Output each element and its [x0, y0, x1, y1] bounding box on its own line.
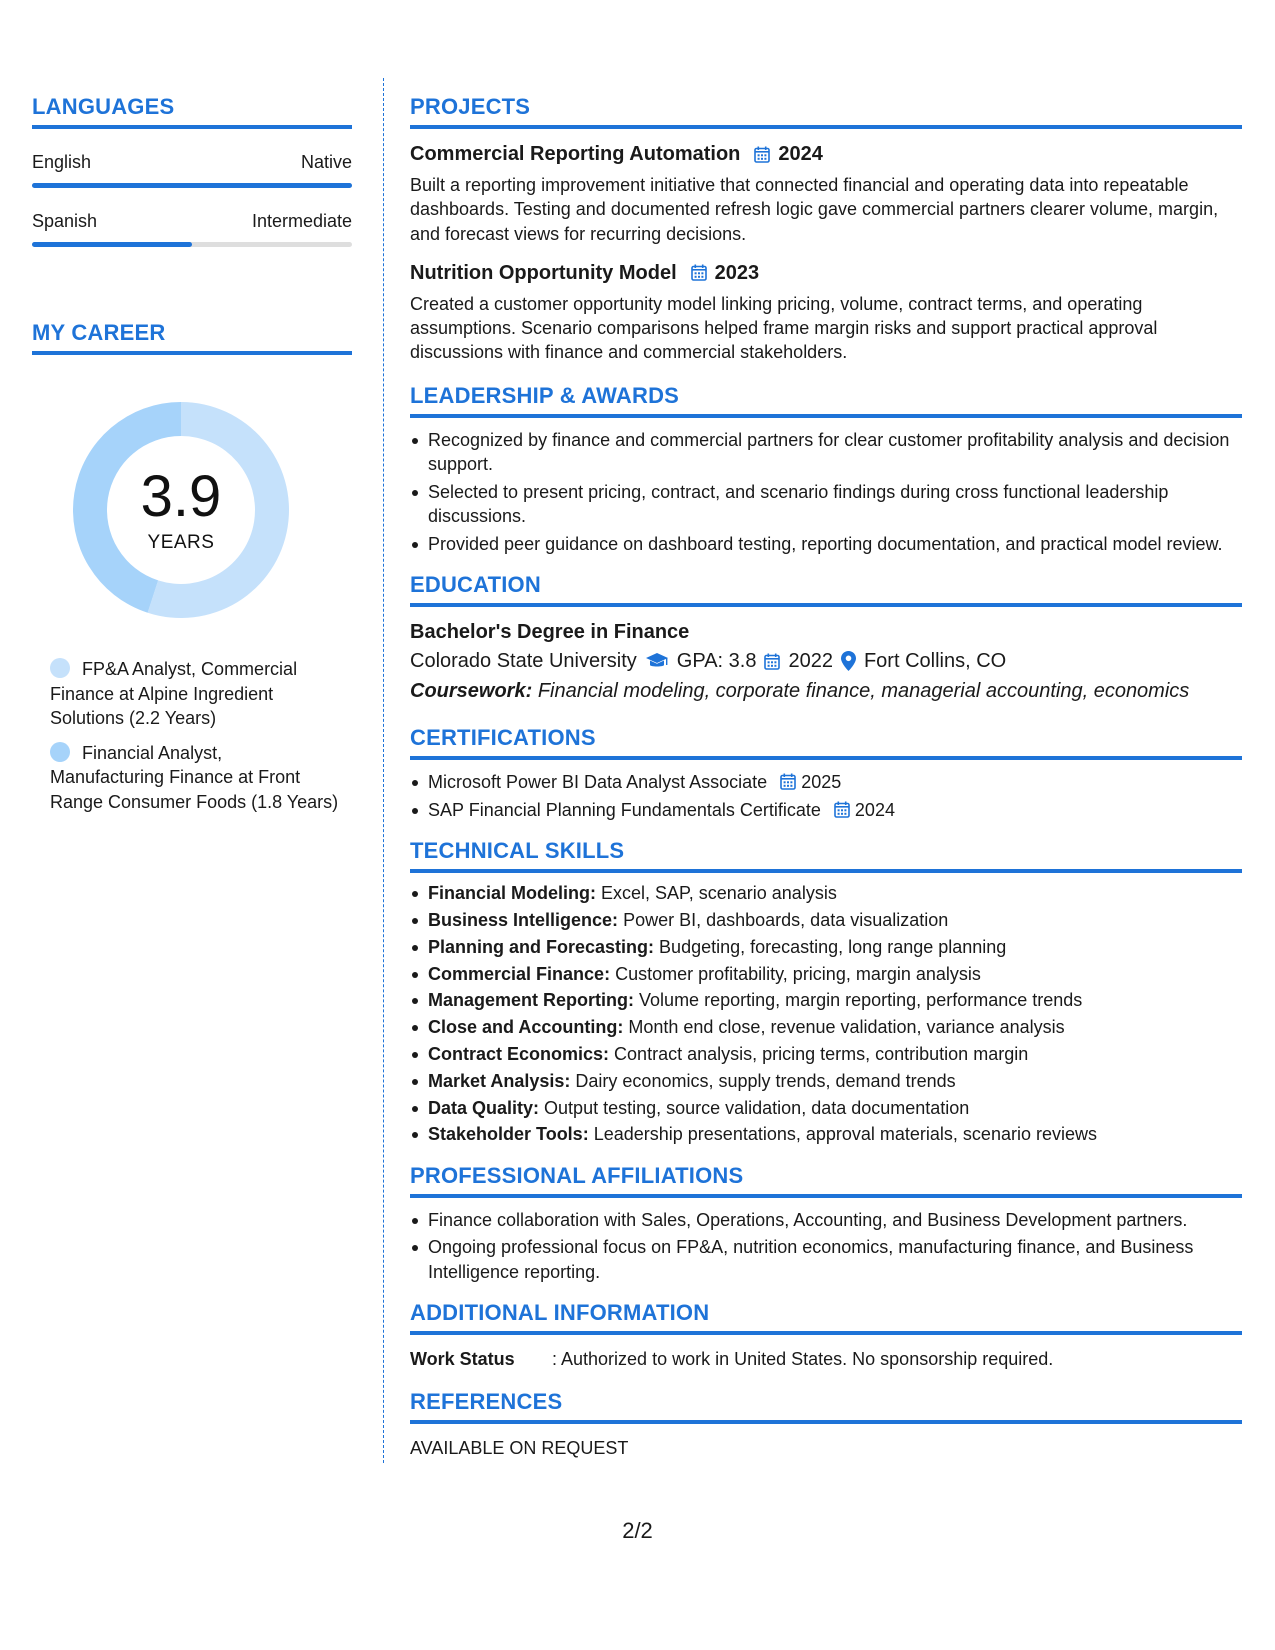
certifications-title: CERTIFICATIONS — [410, 725, 1242, 760]
language-proficiency-fill — [32, 242, 192, 247]
list-item — [410, 988, 1242, 1013]
skill-label: Contract Economics: — [428, 1044, 610, 1065]
degree-title: Bachelor's Degree in Finance — [410, 621, 690, 644]
skill-value: Customer profitability, pricing, margin analysis — [615, 963, 981, 984]
project-year: 2024 — [778, 143, 823, 165]
project-title — [410, 141, 1242, 167]
calendar-icon — [691, 264, 707, 281]
leadership-section — [410, 383, 1242, 557]
legend-dot — [50, 742, 70, 762]
references-section — [410, 1389, 1242, 1460]
certification-name: SAP Financial Planning Fundamentals Certificate — [428, 799, 821, 820]
work-status-label: Work Status — [410, 1349, 515, 1370]
list-item: Recognized by finance and commercial partners for clear customer profitability analysis and decision support. — [410, 428, 1242, 477]
map-pin-icon — [841, 651, 856, 671]
calendar-icon — [780, 773, 796, 790]
career-role-text: FP&A Analyst, Commercial Finance at Alpine Ingredient Solutions (2.2 Years) — [50, 659, 298, 728]
list-item: Selected to present pricing, contract, and scenario findings during cross functional leadership discussions. — [410, 480, 1242, 529]
leadership-title: LEADERSHIP & AWARDS — [410, 383, 1242, 418]
project-title — [410, 260, 1242, 286]
column-divider — [383, 78, 384, 1463]
language-name: English — [32, 152, 92, 172]
calendar-icon — [834, 801, 850, 818]
skill-label: Market Analysis: — [428, 1070, 571, 1091]
list-item — [410, 881, 1242, 906]
coursework-label: Coursework: — [410, 680, 533, 703]
coursework — [410, 677, 1242, 705]
legend-dot — [50, 658, 70, 678]
list-item: Provided peer guidance on dashboard testing, reporting documentation, and practical model review. — [410, 532, 1242, 557]
references-text: AVAILABLE ON REQUEST — [410, 1438, 629, 1459]
references-title: REFERENCES — [410, 1389, 1242, 1424]
skill-label: Stakeholder Tools: — [428, 1124, 589, 1145]
additional-section — [410, 1300, 1242, 1371]
skill-label: Business Intelligence: — [428, 910, 619, 931]
project-description: Built a reporting improvement initiative that connected financial and operating data into repeatable dashboards. Testing and documented refresh logic gave commercial partners clearer volume, margin, and forecast views for recurring decisions. — [410, 175, 1219, 244]
education-title: EDUCATION — [410, 572, 1242, 607]
language-proficiency-fill — [32, 183, 352, 188]
list-item: Finance collaboration with Sales, Operations, Accounting, and Business Development partners. — [410, 1208, 1242, 1233]
skills-list — [410, 881, 1242, 1147]
graduation-year: 2022 — [788, 650, 833, 673]
list-item — [410, 1122, 1242, 1147]
skill-value: Leadership presentations, approval materials, scenario reviews — [593, 1124, 1097, 1145]
certification-year: 2025 — [801, 772, 842, 793]
language-item — [32, 151, 352, 188]
skill-label: Financial Modeling: — [428, 883, 597, 904]
languages-title: LANGUAGES — [32, 94, 352, 129]
gpa: GPA: 3.8 — [676, 650, 757, 673]
certification-name: Microsoft Power BI Data Analyst Associate — [428, 772, 768, 793]
skill-value: Month end close, revenue validation, variance analysis — [628, 1017, 1065, 1038]
career-total-label: YEARS — [147, 532, 215, 553]
additional-title: ADDITIONAL INFORMATION — [410, 1300, 1242, 1335]
career-legend — [50, 657, 340, 814]
list-item — [410, 770, 1242, 795]
work-status-row — [410, 1347, 1242, 1371]
career-donut-chart — [66, 395, 296, 625]
list-item — [410, 1069, 1242, 1094]
career-title: MY CAREER — [32, 320, 352, 355]
career-role-text: Financial Analyst, Manufacturing Finance at Front Range Consumer Foods (1.8 Years) — [50, 742, 339, 812]
projects-section — [410, 94, 1242, 365]
education-section — [410, 572, 1242, 705]
certifications-list — [410, 770, 1242, 822]
skill-label: Management Reporting: — [428, 990, 635, 1011]
right-column — [410, 94, 1242, 1461]
language-level: Native — [300, 152, 352, 172]
project-name: Nutrition Opportunity Model — [410, 261, 677, 284]
affiliations-section — [410, 1163, 1242, 1285]
skill-label: Planning and Forecasting: — [428, 936, 655, 957]
list-item — [410, 908, 1242, 933]
skill-value: Dairy economics, supply trends, demand trends — [575, 1070, 956, 1091]
project-description: Created a customer opportunity model linking pricing, volume, contract terms, and operating assumptions. Scenario comparisons helped frame margin risks and support practical approval discussions with finance and commercial stakeholders. — [410, 293, 1158, 363]
project-name: Commercial Reporting Automation — [410, 143, 741, 165]
certification-year: 2024 — [854, 799, 895, 820]
coursework-value: Financial modeling, corporate finance, managerial accounting, economics — [537, 680, 1190, 703]
list-item — [410, 935, 1242, 960]
list-item: Ongoing professional focus on FP&A, nutrition economics, manufacturing finance, and Business Intelligence reporting. — [410, 1235, 1242, 1284]
skill-label: Commercial Finance: — [428, 963, 611, 984]
language-level: Intermediate — [251, 211, 352, 231]
education-details — [410, 647, 1242, 675]
list-item — [410, 1015, 1242, 1040]
language-proficiency-bar — [32, 183, 352, 188]
skill-value: Output testing, source validation, data documentation — [544, 1097, 970, 1118]
school-location: Fort Collins, CO — [863, 650, 1007, 673]
list-item — [410, 1096, 1242, 1121]
list-item — [410, 1042, 1242, 1067]
skill-label: Close and Accounting: — [428, 1017, 624, 1038]
certifications-section — [410, 725, 1242, 822]
skill-value: Power BI, dashboards, data visualization — [623, 910, 949, 931]
language-proficiency-bar — [32, 242, 352, 247]
school-name: Colorado State University — [410, 650, 637, 673]
skill-label: Data Quality: — [428, 1097, 540, 1118]
list-item — [410, 962, 1242, 987]
calendar-icon — [764, 653, 780, 670]
projects-title: PROJECTS — [410, 94, 1242, 129]
work-status-value: : Authorized to work in United States. No sponsorship required. — [552, 1349, 1054, 1370]
skill-value: Excel, SAP, scenario analysis — [601, 883, 837, 904]
skill-value: Budgeting, forecasting, long range planning — [659, 936, 1007, 957]
leadership-list — [410, 428, 1242, 557]
calendar-icon — [754, 146, 770, 163]
language-item — [32, 210, 352, 247]
left-column — [32, 94, 352, 824]
skill-value: Volume reporting, margin reporting, performance trends — [639, 990, 1083, 1011]
project-year: 2023 — [714, 261, 760, 284]
affiliations-title: PROFESSIONAL AFFILIATIONS — [410, 1163, 1242, 1198]
career-legend-item — [50, 741, 340, 815]
graduation-cap-icon — [645, 652, 669, 670]
page-number: 2/2 — [622, 1518, 653, 1543]
skills-title: TECHNICAL SKILLS — [410, 838, 1242, 873]
affiliations-list — [410, 1208, 1242, 1285]
language-name: Spanish — [32, 211, 98, 231]
list-item — [410, 798, 1242, 823]
career-legend-item — [50, 657, 340, 731]
skill-value: Contract analysis, pricing terms, contribution margin — [614, 1044, 1029, 1065]
skills-section — [410, 838, 1242, 1147]
career-total-years: 3.9 — [140, 464, 222, 529]
